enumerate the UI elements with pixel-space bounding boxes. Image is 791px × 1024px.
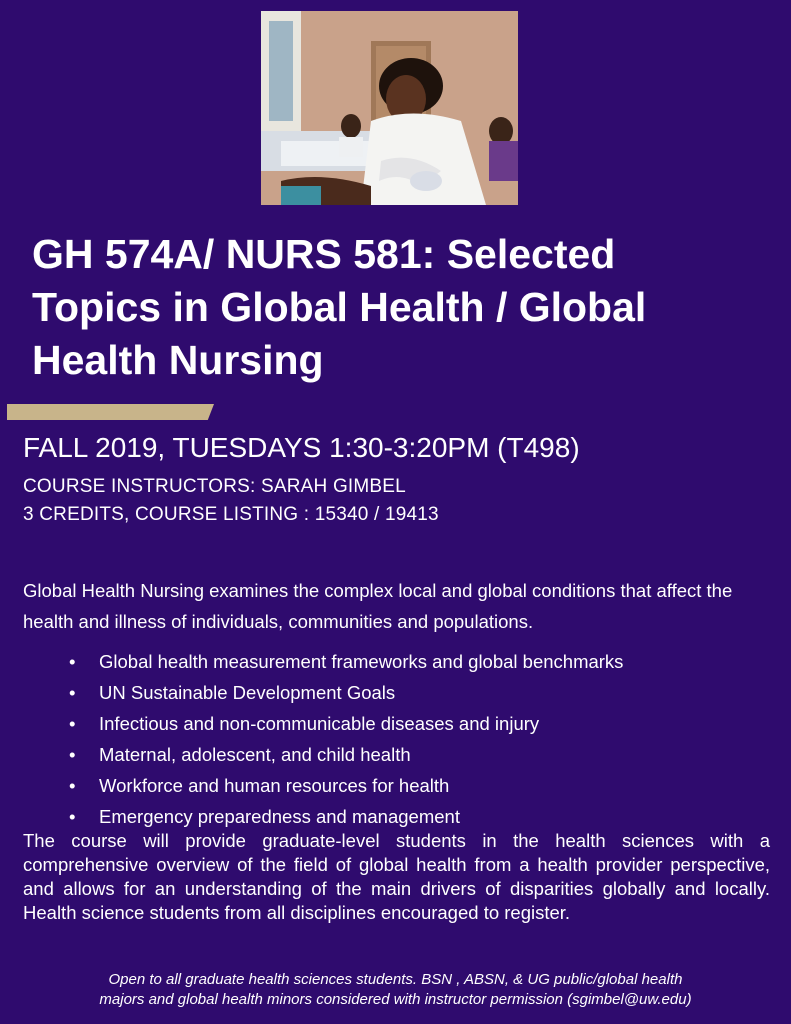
topic-label: Emergency preparedness and management xyxy=(99,806,460,827)
course-description: The course will provide graduate-level students in the health sciences with a comprehensive overview of the field of global health from a health provider perspective, and allows for an understanding of the main drivers of disparities globally and locally. Health science students from all disciplines encouraged to register. xyxy=(23,830,770,923)
header-photo xyxy=(261,11,518,205)
topic-list xyxy=(69,646,623,832)
topic-label: Infectious and non-communicable diseases and injury xyxy=(99,713,540,734)
topic-item xyxy=(69,739,623,770)
course-title-line-1: GH 574A/ NURS 581: Selected xyxy=(32,231,616,277)
eligibility-note-line-2: majors and global health minors considered with instructor permission (sgimbel@uw.edu) xyxy=(99,991,692,1008)
term-schedule: FALL 2019, TUESDAYS 1:30-3:20PM (T498) xyxy=(23,432,580,463)
bullet-icon: • xyxy=(69,682,76,703)
course-title-line-2: Topics in Global Health / Global xyxy=(32,284,647,330)
bullet-icon: • xyxy=(69,713,76,734)
topic-item xyxy=(69,770,623,801)
accent-divider xyxy=(7,404,214,420)
bullet-icon: • xyxy=(69,651,76,672)
bullet-icon: • xyxy=(69,806,76,827)
eligibility-note xyxy=(20,970,771,1010)
nurse-photo-illustration xyxy=(261,11,518,205)
credits-listing: 3 CREDITS, COURSE LISTING : 15340 / 19413 xyxy=(23,504,439,525)
topic-label: Global health measurement frameworks and global benchmarks xyxy=(99,651,624,672)
topic-label: UN Sustainable Development Goals xyxy=(99,682,396,703)
intro-paragraph: Global Health Nursing examines the complex local and global conditions that affect the health and illness of individuals, communities and populations. xyxy=(23,580,733,632)
bullet-icon: • xyxy=(69,744,76,765)
topic-label: Workforce and human resources for health xyxy=(99,775,450,796)
topic-item xyxy=(69,677,623,708)
topic-item xyxy=(69,801,623,832)
topic-item xyxy=(69,646,623,677)
course-title-line-3: Health Nursing xyxy=(32,337,324,383)
topic-label: Maternal, adolescent, and child health xyxy=(99,744,411,765)
eligibility-note-line-1: Open to all graduate health sciences students. BSN , ABSN, & UG public/global health xyxy=(108,971,683,988)
topic-item xyxy=(69,708,623,739)
course-title xyxy=(32,228,772,387)
course-instructors: COURSE INSTRUCTORS: SARAH GIMBEL xyxy=(23,476,406,497)
bullet-icon: • xyxy=(69,775,76,796)
